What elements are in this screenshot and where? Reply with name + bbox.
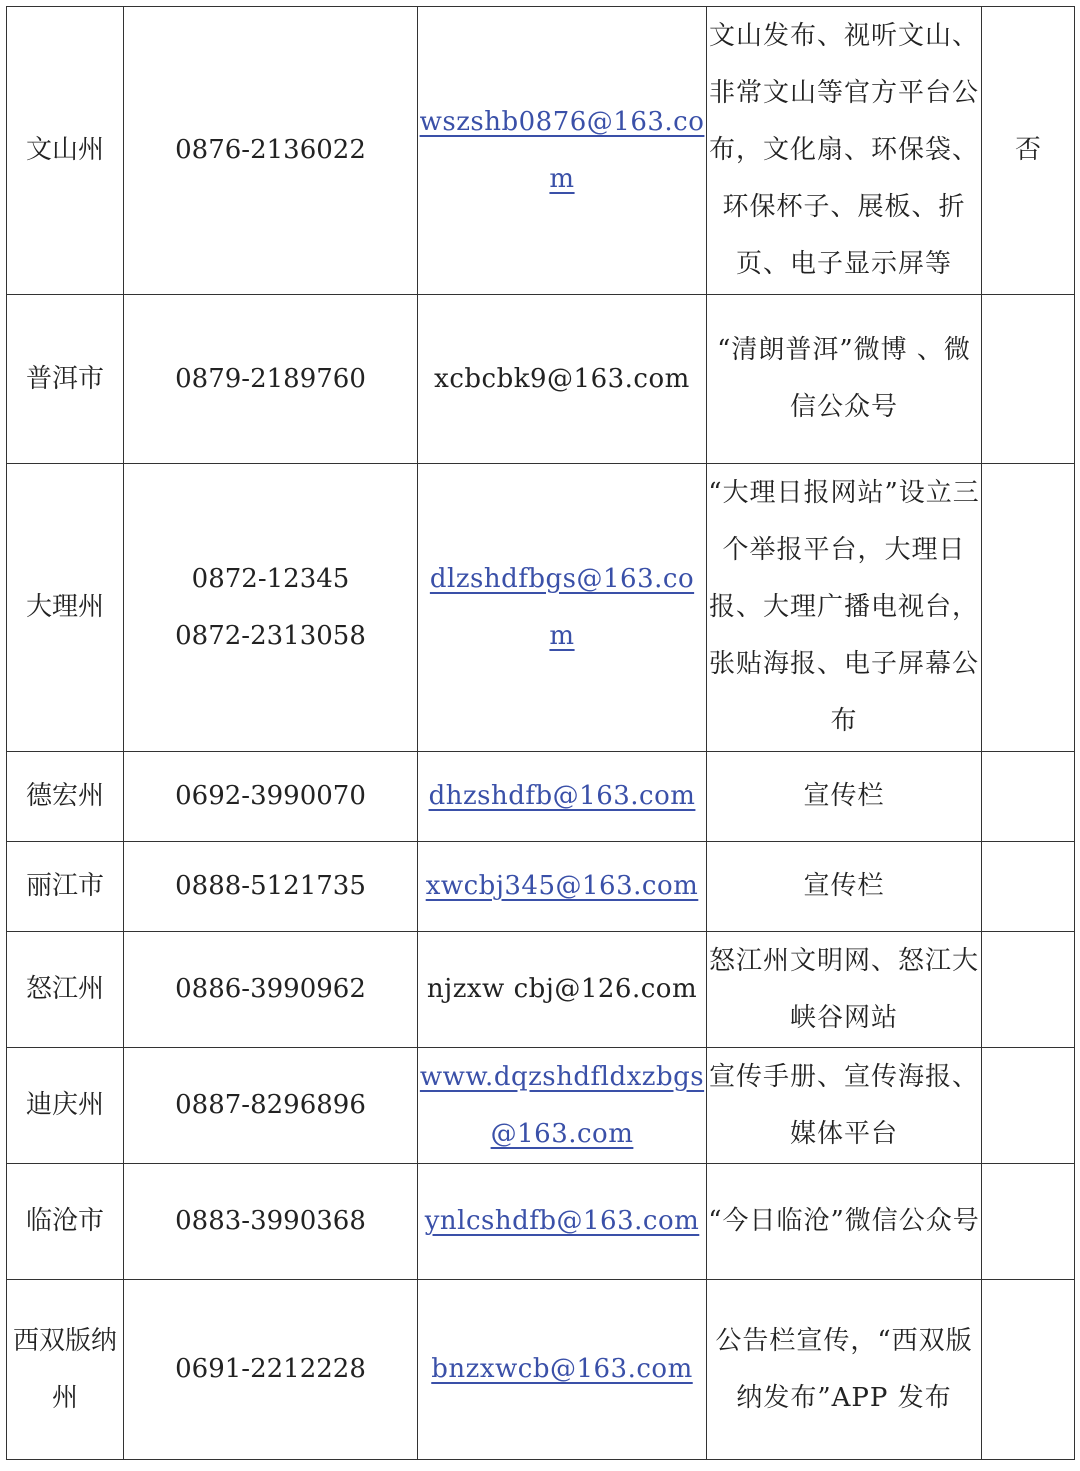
email-link[interactable]: dhzshdfb@163.com (428, 781, 696, 811)
flag-cell (982, 842, 1075, 932)
email-cell (418, 932, 707, 1048)
email-cell (418, 1164, 707, 1280)
publicity-method-cell: “清朗普洱”微博 、微信公众号 (707, 295, 982, 464)
email-link[interactable]: ynlcshdfb@163.com (424, 1206, 700, 1236)
table-row (7, 1280, 1075, 1460)
email-cell (418, 7, 707, 295)
phone-number: 0872-2313058 (175, 620, 366, 651)
phone-cell (124, 7, 418, 295)
publicity-method-cell: 怒江州文明网、怒江大峡谷网站 (707, 932, 982, 1048)
publicity-method-cell: 宣传栏 (707, 842, 982, 932)
email-cell (418, 752, 707, 842)
flag-cell (982, 1164, 1075, 1280)
email-cell (418, 1048, 707, 1164)
table-row (7, 7, 1075, 295)
table-row (7, 1164, 1075, 1280)
region-cell: 西双版纳州 (7, 1280, 124, 1460)
email-cell (418, 1280, 707, 1460)
phone-cell (124, 932, 418, 1048)
flag-cell (982, 1048, 1075, 1164)
phone-number: 0883-3990368 (175, 1206, 366, 1236)
region-cell: 普洱市 (7, 295, 124, 464)
publicity-method-cell: 文山发布、视听文山、非常文山等官方平台公布，文化扇、环保袋、环保杯子、展板、折页、电子显示屏等 (707, 7, 982, 295)
email-cell (418, 295, 707, 464)
phone-number: 0691-2212228 (175, 1354, 366, 1384)
phone-cell (124, 752, 418, 842)
email-text: njzxw cbj@126.com (426, 974, 698, 1004)
phone-number: 0872-12345 (191, 563, 350, 594)
email-cell (418, 842, 707, 932)
table-row (7, 464, 1075, 752)
phone-cell (124, 1280, 418, 1460)
email-link[interactable]: xwcbj345@163.com (425, 871, 699, 901)
email-cell (418, 464, 707, 752)
region-cell: 迪庆州 (7, 1048, 124, 1164)
flag-cell (982, 752, 1075, 842)
region-cell: 文山州 (7, 7, 124, 295)
contacts-table (6, 6, 1075, 1460)
table-row (7, 752, 1075, 842)
region-cell: 丽江市 (7, 842, 124, 932)
table-row (7, 932, 1075, 1048)
phone-number: 0888-5121735 (175, 871, 366, 901)
publicity-method-cell: “大理日报网站”设立三个举报平台，大理日报、大理广播电视台，张贴海报、电子屏幕公布 (707, 464, 982, 752)
flag-cell (982, 1280, 1075, 1460)
table-row (7, 842, 1075, 932)
table-row (7, 295, 1075, 464)
publicity-method-cell: “今日临沧”微信公众号 (707, 1164, 982, 1280)
publicity-method-cell: 公告栏宣传，“西双版纳发布”APP 发布 (707, 1280, 982, 1460)
region-cell: 德宏州 (7, 752, 124, 842)
flag-cell (982, 464, 1075, 752)
email-text: xcbcbk9@163.com (434, 363, 690, 394)
flag-cell (982, 295, 1075, 464)
phone-number: 0692-3990070 (175, 781, 366, 811)
publicity-method-cell: 宣传栏 (707, 752, 982, 842)
flag-cell (982, 932, 1075, 1048)
phone-cell (124, 842, 418, 932)
phone-cell (124, 295, 418, 464)
phone-cell (124, 1164, 418, 1280)
phone-number: 0876-2136022 (175, 135, 366, 165)
phone-cell (124, 464, 418, 752)
table-row (7, 1048, 1075, 1164)
region-cell: 临沧市 (7, 1164, 124, 1280)
flag-cell: 否 (982, 7, 1075, 295)
phone-number: 0879-2189760 (175, 363, 366, 394)
phone-number: 0886-3990962 (175, 974, 366, 1004)
publicity-method-cell: 宣传手册、宣传海报、媒体平台 (707, 1048, 982, 1164)
email-link[interactable]: dlzshdfbgs@163.com (429, 563, 695, 651)
phone-cell (124, 1048, 418, 1164)
email-link[interactable]: www.dqzshdfldxzbgs@163.com (419, 1061, 705, 1149)
email-link[interactable]: wszshb0876@163.com (419, 106, 705, 194)
region-cell: 大理州 (7, 464, 124, 752)
email-link[interactable]: bnzxwcb@163.com (431, 1354, 693, 1384)
region-cell: 怒江州 (7, 932, 124, 1048)
phone-number: 0887-8296896 (175, 1090, 366, 1120)
